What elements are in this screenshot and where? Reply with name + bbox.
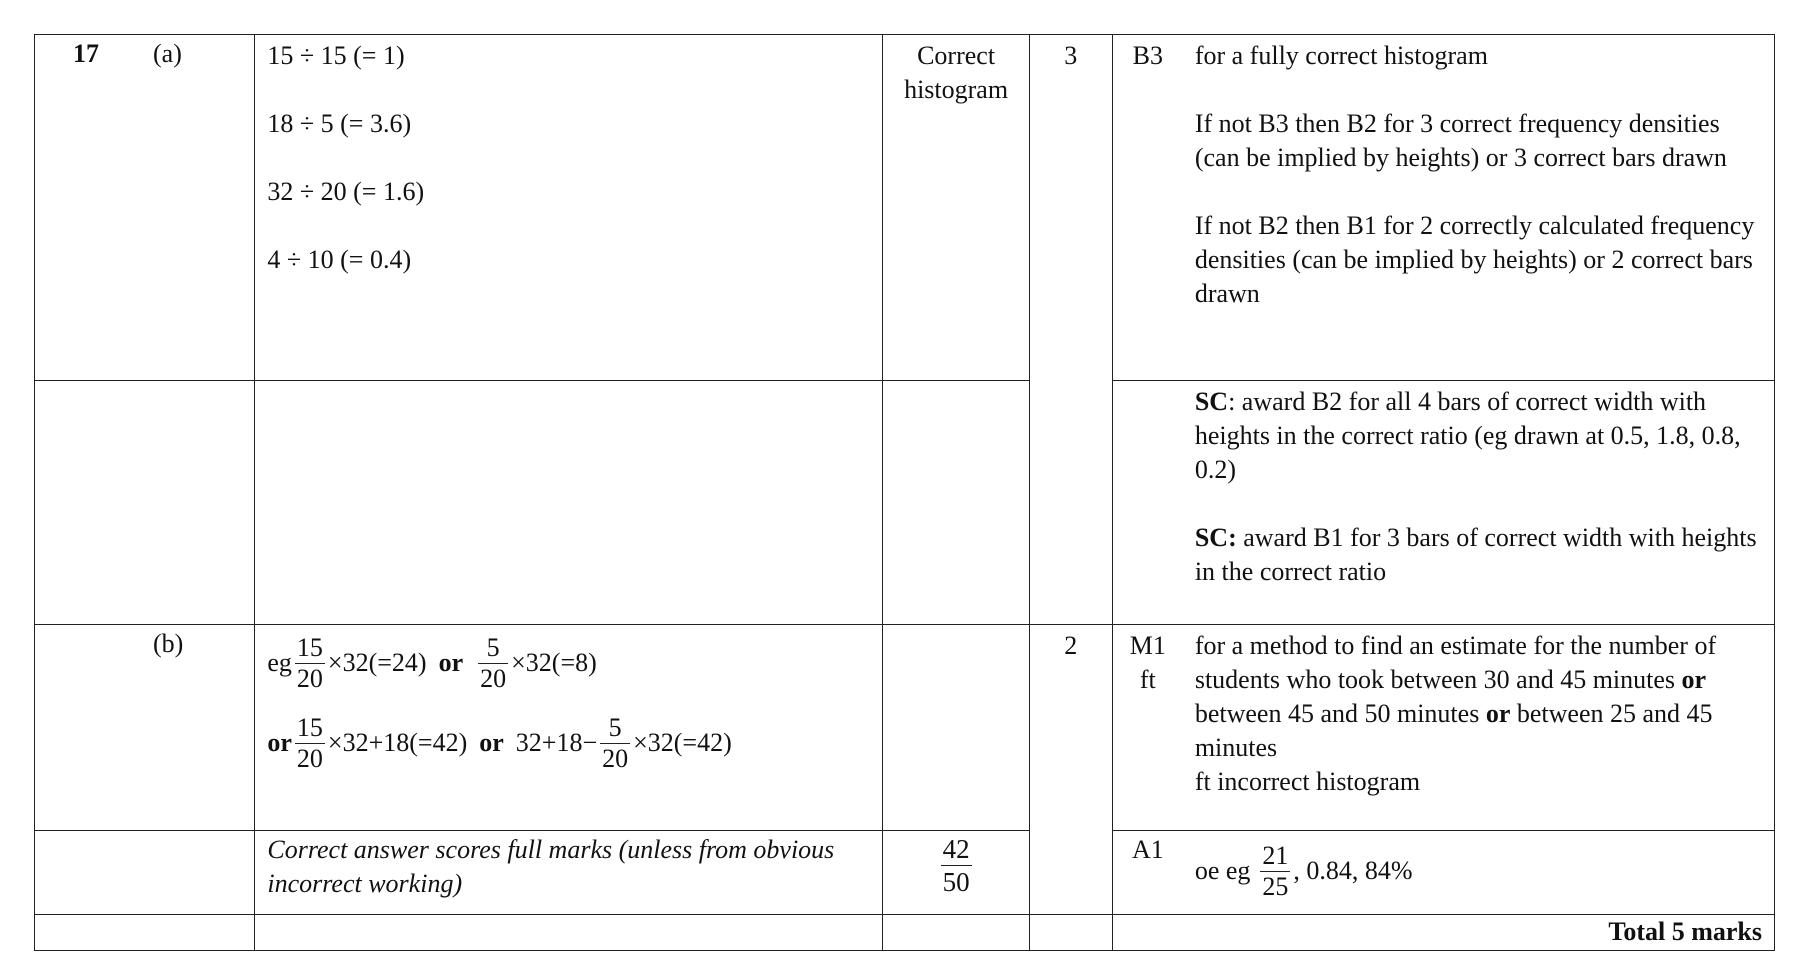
- working-line: 4 ÷ 10 (= 0.4): [267, 245, 412, 274]
- total-marks: Total 5 marks: [1608, 917, 1762, 946]
- notes-b: [1112, 625, 1774, 831]
- answer-fraction: $\frac{42}{50}$: [942, 834, 970, 897]
- working-line: 18 ÷ 5 (= 3.6): [267, 109, 412, 138]
- answer-line: Correct: [917, 41, 996, 70]
- answer-a: [883, 35, 1029, 381]
- part-a-label: (a): [153, 39, 182, 68]
- working-line: 15 ÷ 15 (= 1): [267, 41, 405, 70]
- fraction: $\frac{15}{20}$: [296, 632, 323, 693]
- sc-note-1: SC: award B2 for all 4 bars of correct width with heights in the correct ratio (eg drawn at 0.5, 1.8, 0.8, 0.2): [1194, 387, 1741, 484]
- mark-scheme-table: [34, 34, 1775, 951]
- method-line-2: or $\frac{15}{20}$ ×32+18(=42) or 32+18− $\frac{5}{20}$ ×32(=42): [267, 712, 732, 773]
- notes-a: [1112, 35, 1774, 381]
- fraction: $\frac{15}{20}$: [296, 712, 323, 773]
- row-answer-b: [35, 831, 1775, 915]
- sc-note-2: SC: award B1 for 3 bars of correct width with heights in the correct ratio: [1194, 523, 1757, 586]
- answer-b: [883, 831, 1029, 915]
- mark-b: [1029, 625, 1112, 915]
- working-line: 32 ÷ 20 (= 1.6): [267, 177, 425, 206]
- answer-line: histogram: [904, 75, 1009, 104]
- note-oe: oe eg $\frac{21}{25}$ , 0.84, 84%: [1194, 840, 1413, 901]
- fraction: $\frac{5}{20}$: [602, 712, 629, 773]
- mark-value: 2: [1064, 631, 1078, 660]
- row-total: [35, 915, 1775, 951]
- part-b-label: (b): [153, 629, 184, 658]
- mark-a: [1029, 35, 1112, 625]
- row-special-case: [35, 381, 1775, 625]
- mark-code: A1: [1131, 835, 1164, 864]
- fraction: $\frac{5}{20}$: [480, 632, 507, 693]
- note-line: for a fully correct histogram: [1194, 41, 1488, 70]
- mark-code: B3: [1132, 41, 1163, 70]
- working-a: [255, 35, 883, 381]
- working-b: [255, 625, 883, 831]
- notes-sc: [1112, 381, 1774, 625]
- note-line: If not B3 then B2 for 3 correct frequency densities (can be implied by heights) or 3 correct bars drawn: [1194, 109, 1727, 172]
- total-cell: [1112, 915, 1774, 951]
- question-number: 17: [73, 39, 99, 68]
- method-line-1: eg $\frac{15}{20}$ ×32(=24) or $\frac{5}{20}$ ×32(=8): [267, 632, 597, 693]
- question-cell: [35, 625, 255, 831]
- row-part-a: [35, 35, 1775, 381]
- note-line: If not B2 then B1 for 2 correctly calculated frequency densities (can be implied by heights) or 2 correct bars drawn: [1194, 211, 1755, 308]
- note-method: for a method to find an estimate for the number of students who took between 30 and 45 minutes or between 45 and 50 minutes or between 25 and 45 minutes: [1194, 631, 1717, 762]
- note-ft: ft incorrect histogram: [1194, 767, 1421, 796]
- question-cell: [35, 35, 255, 381]
- row-part-b: [35, 625, 1775, 831]
- mark-value: 3: [1064, 41, 1078, 70]
- notes-a1: [1112, 831, 1774, 915]
- correct-answer-note: Correct answer scores full marks (unless from obvious incorrect working): [255, 831, 883, 915]
- mark-code: M1 ft: [1129, 631, 1166, 694]
- fraction: $\frac{21}{25}$: [1262, 840, 1289, 901]
